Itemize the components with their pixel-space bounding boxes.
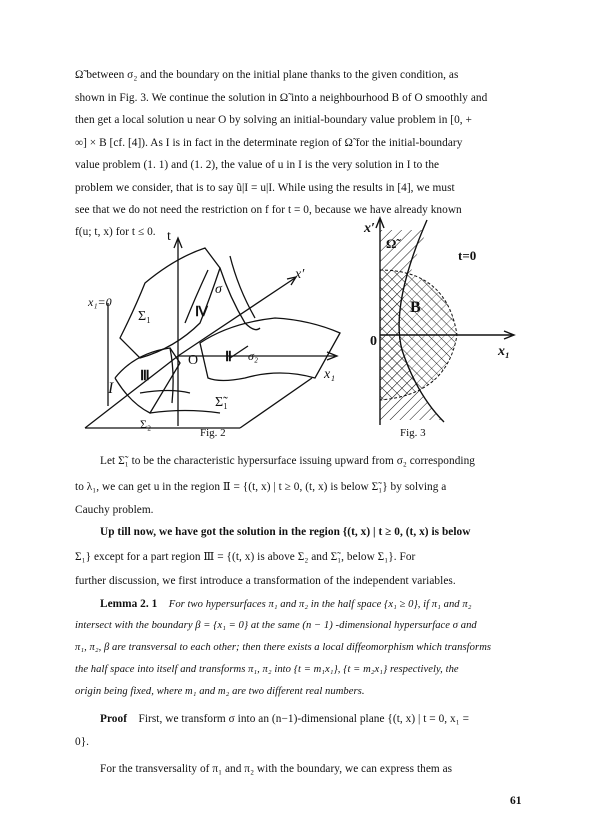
origin-label: O — [188, 353, 199, 368]
x-prime-label: x′ — [295, 267, 305, 282]
paragraph-line: Ω̃ between σ₂ and the boundary on the initial plane thanks to the given condition, as — [75, 69, 459, 81]
last-line: For the transversality of π₁ and π₂ with the boundary, we can express them as — [100, 763, 453, 775]
lemma-line: the half space into itself and transforms π₁, π₂ into {t = m₁x₁}, {t = m₂x₁} respectively, the — [75, 664, 459, 675]
t-axis-label: t — [167, 229, 171, 244]
x1-label: x₁ — [498, 344, 510, 359]
proof-first-line — [100, 712, 469, 726]
x-prime-label: x′ — [364, 221, 375, 236]
x1-eq-0-label: x₁=0 — [88, 295, 112, 309]
sigma-label: σ — [215, 282, 222, 297]
origin-label: 0 — [370, 334, 377, 349]
B-label: B — [410, 299, 421, 316]
paragraph-line: f(u; t, x) for t ≤ 0. — [75, 226, 156, 238]
x1-label: x₁ — [324, 367, 336, 382]
figure-3 — [362, 210, 522, 430]
lemma-line: intersect with the boundary β = {x₁ = 0} at the same (n − 1) -dimensional hypersurface σ and — [75, 620, 477, 631]
region-I-label: I — [108, 380, 114, 397]
lemma-line: origin being fixed, where m₁ and m₂ are two different real numbers. — [75, 686, 365, 697]
paragraph-line: shown in Fig. 3. We continue the solution in Ω̃ into a neighbourhood B of O smoothly and — [75, 92, 488, 104]
t-eq-0-label: t=0 — [458, 248, 477, 263]
paragraph-line: then get a local solution u near O by solving an initial-boundary value problem in [0, + — [75, 114, 472, 126]
proof-title: Proof — [100, 713, 128, 725]
Sigma1-tilde-label: Σ̃₁ — [215, 395, 229, 410]
paragraph-line: to λ₁, we can get u in the region Ⅱ = {(t, x) | t ≥ 0, (t, x) is below Σ̃₁} by solving a — [75, 481, 447, 493]
paragraph-line: ∞] × B [cf. [4]). As I is in fact in the determinate region of Ω̃ for the initial-boundary — [75, 137, 463, 149]
region-III-label: Ⅲ — [140, 369, 150, 384]
paragraph-line: see that we do not need the restriction on f for t = 0, because we have already known — [75, 204, 462, 216]
region-IV-label: Ⅳ — [195, 305, 208, 320]
figure-2 — [80, 228, 380, 433]
figure-2-caption: Fig. 2 — [200, 427, 226, 439]
region-II-label: Ⅱ — [225, 350, 232, 365]
lemma-text: For two hypersurfaces π₁ and π₂ in the half space {x₁ ≥ 0}, if π₁ and π₂ — [168, 599, 472, 610]
omega-label: Ω̃ — [386, 236, 397, 251]
lemma-first-line — [100, 597, 471, 612]
proof-line: 0}. — [75, 736, 90, 748]
Sigma2-label: Σ₂ — [140, 417, 152, 431]
paragraph-line: problem we consider, that is to say ũ|I = u|I. While using the results in [4], we must — [75, 182, 455, 194]
paragraph-line: Cauchy problem. — [75, 504, 154, 516]
proof-text: First, we transform σ into an (n−1)-dimensional plane {(t, x) | t = 0, x₁ = — [138, 713, 470, 725]
paragraph-line: value problem (1. 1) and (1. 2), the value of u in I is the very solution in I to the — [75, 159, 440, 171]
paragraph-line: Σ₁} except for a part region Ⅲ = {(t, x) is above Σ₂ and Σ̃₁, below Σ₁}. For — [75, 551, 416, 563]
lemma-title: Lemma 2. 1 — [100, 598, 158, 610]
sigma2-label: σ₂ — [248, 349, 259, 363]
paragraph-line: further discussion, we first introduce a transformation of the independent variables. — [75, 575, 456, 587]
lemma-line: π₁, π₂, β are transversal to each other; then there exists a local diffeomorphism which transforms — [75, 642, 492, 653]
figure-3-caption: Fig. 3 — [400, 427, 426, 439]
paragraph-line: Up till now, we have got the solution in the region {(t, x) | t ≥ 0, (t, x) is below — [100, 526, 471, 538]
Sigma1-label: Σ₁ — [138, 309, 152, 324]
page-number: 61 — [510, 795, 522, 807]
paragraph-line: Let Σ̃₁ to be the characteristic hypersurface issuing upward from σ₂ corresponding — [100, 455, 475, 467]
